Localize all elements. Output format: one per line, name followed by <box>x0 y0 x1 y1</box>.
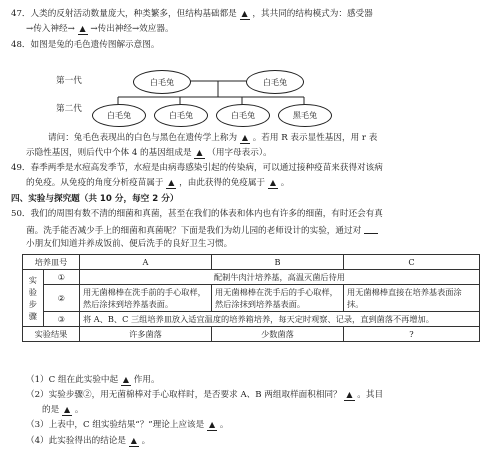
q48-text: 示隐性基因，则后代中个体 4 的基因组成是 <box>26 148 192 158</box>
generation-1-label: 第一代 <box>56 76 82 86</box>
sub-q-text: （3）上表中，C 组实验结果“？”理论上应该是 <box>26 420 205 430</box>
q48-text: （用字母表示）。 <box>207 148 272 158</box>
answer-blank[interactable]: ▲ <box>79 24 86 33</box>
answer-blank[interactable] <box>364 223 378 234</box>
answer-blank[interactable]: ▲ <box>208 420 216 429</box>
q49-line1: 49．春季两季是水痘高发季节，水痘是由病毒感染引起的传染病，可以通过接种疫苗来获得对该病 <box>11 163 383 173</box>
step-text-a: 用无菌棉棒在洗手前的手心取样，然后涂抹到培养基表面。 <box>80 285 212 312</box>
table-header-row <box>23 255 480 270</box>
q50-line2 <box>26 223 378 238</box>
gen2-rabbit-4: 黑毛兔 <box>278 104 332 127</box>
step-number: ② <box>43 285 79 312</box>
q48-ask-line2 <box>26 147 272 160</box>
q48-text: 请问：兔毛色表现出的白色与黑色在遗传学上称为 <box>48 133 238 143</box>
sub-question-2-cont <box>42 404 83 417</box>
answer-blank[interactable]: ▲ <box>122 375 130 384</box>
step-text: 配制牛肉汁培养基，高温灭菌后待用 <box>80 270 480 285</box>
step-text-c: 用无菌棉棒直接在培养基表面涂抹。 <box>344 285 480 312</box>
step-label: 实验步骤 <box>23 270 44 327</box>
q49-text: 的免疫。从免疫的角度分析疫苗属于 <box>26 178 164 188</box>
gen2-rabbit-3: 白毛兔 <box>216 104 270 127</box>
table-header-cell: B <box>212 255 344 270</box>
gen2-rabbit-1: 白毛兔 <box>92 104 146 127</box>
section-title: 四、实验与探究题（共 10 分，每空 2 分） <box>11 194 179 204</box>
sub-q-text: 。 <box>74 405 84 415</box>
sub-q-text: （2）实验步骤②，用无菌棉棒对手心取样时，是否要求 A、B 两组取样面积相同？ <box>26 390 342 400</box>
sub-question-3 <box>26 419 228 432</box>
sub-question-1 <box>26 374 160 387</box>
table-row <box>23 285 480 312</box>
q47-text: →传出神经→效应器。 <box>90 24 174 34</box>
q49-text: 。 <box>280 178 290 188</box>
answer-blank[interactable]: ▲ <box>241 9 248 18</box>
result-cell: 少数菌落 <box>212 327 344 342</box>
sub-q-text: （1）C 组在此实验中起 <box>26 375 119 385</box>
sub-q-text: 。 <box>141 436 151 446</box>
q47-text: 47．人类的反射活动数量庞大，种类繁多，但结构基础都是 <box>11 9 237 19</box>
result-cell: 许多菌落 <box>80 327 212 342</box>
q47-text: ，其共同的结构模式为：感受器 <box>252 9 373 19</box>
q49-text: ，由此获得的免疫属于 <box>179 178 266 188</box>
q48-ask-line1 <box>48 132 377 145</box>
table-row <box>23 270 480 285</box>
step-number: ③ <box>43 312 79 327</box>
sub-q-text: 作用。 <box>133 375 160 385</box>
table-row <box>23 312 480 327</box>
answer-blank[interactable]: ▲ <box>346 390 353 399</box>
q50-text: 菌。洗手能否减少手上的细菌和真菌呢？下面是我们为幼儿园的老师设计的实验，通过对 <box>26 226 362 236</box>
q48-text: 。若用 R 表示显性基因，用 r 表 <box>252 133 378 143</box>
sub-question-2 <box>26 389 383 402</box>
result-label: 实验结果 <box>23 327 80 342</box>
sub-q-text: 。其目 <box>357 390 384 400</box>
q48-intro: 48．如图是兔的毛色遗传图解示意图。 <box>11 40 160 50</box>
answer-blank[interactable]: ▲ <box>241 133 248 142</box>
answer-blank[interactable]: ▲ <box>130 436 137 445</box>
step-number: ① <box>43 270 79 285</box>
experiment-table <box>22 254 480 342</box>
table-header-cell: A <box>80 255 212 270</box>
answer-blank[interactable]: ▲ <box>269 178 276 187</box>
table-row <box>23 327 480 342</box>
answer-blank[interactable]: ▲ <box>168 178 175 187</box>
sub-q-text: （4）此实验得出的结论是 <box>26 436 126 446</box>
generation-2-label: 第二代 <box>56 104 82 114</box>
q50-line3: 小朋友们知道并养成饭前、便后洗手的良好卫生习惯。 <box>26 239 233 249</box>
q47-text: →传入神经→ <box>26 24 75 34</box>
q50-line1: 50．我们的周围有数不清的细菌和真菌，甚至在我们的体表和体内也有许多的细菌，有时还会有真 <box>11 209 383 219</box>
gen2-rabbit-2: 白毛兔 <box>154 104 208 127</box>
step-text: 将 A、B、C 三组培养皿放入适宜温度的培养箱培养，每天定时观察、记录，直到菌落不再增加。 <box>80 312 480 327</box>
result-cell: ? <box>344 327 480 342</box>
answer-blank[interactable]: ▲ <box>196 148 203 157</box>
step-text-b: 用无菌棉棒在洗手后的手心取样，然后涂抹到培养基表面。 <box>212 285 344 312</box>
table-header-cell: 培养皿号 <box>23 255 80 270</box>
gen1-rabbit-2: 白毛兔 <box>246 70 304 94</box>
sub-q-text: 的是 <box>42 405 60 415</box>
table-header-cell: C <box>344 255 480 270</box>
sub-q-text: 。 <box>219 420 229 430</box>
sub-question-4 <box>26 435 150 448</box>
answer-blank[interactable]: ▲ <box>63 405 71 414</box>
q49-line2 <box>26 177 289 190</box>
gen1-rabbit-1: 白毛兔 <box>133 70 191 94</box>
